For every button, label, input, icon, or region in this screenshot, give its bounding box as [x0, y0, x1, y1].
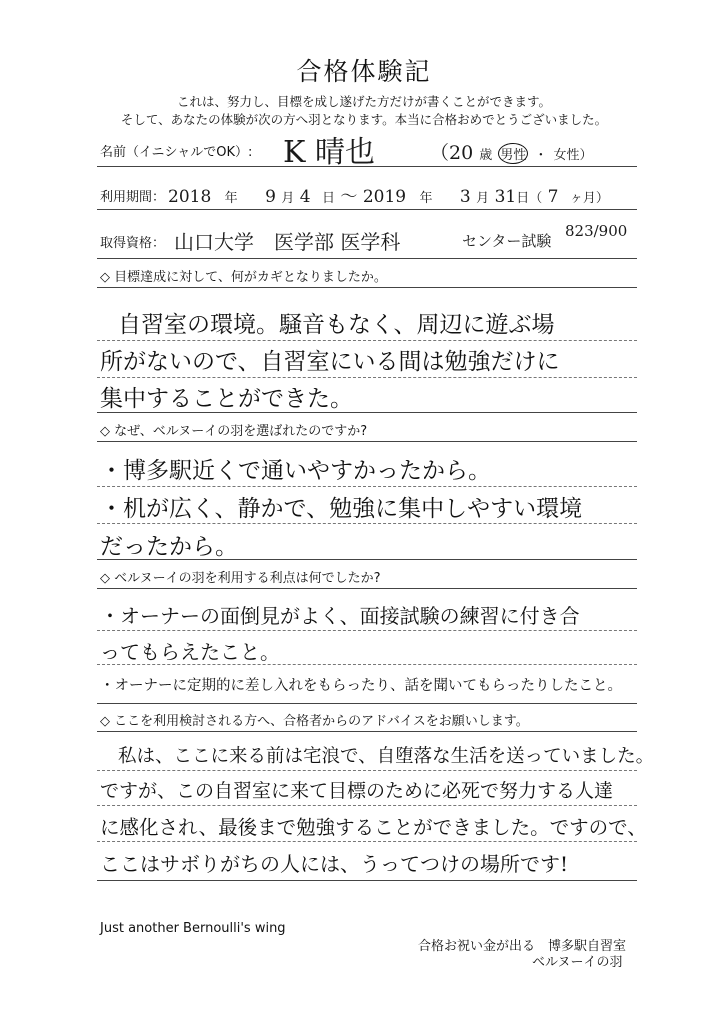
name-label: 名前（イニシャルでOK）: — [100, 145, 253, 160]
question-4: ◇ ここを利用検討される方へ、合格者からのアドバイスをお願いします。 — [100, 714, 529, 729]
answer-3-line-3: ・オーナーに定期的に差し入れをもらったり、話を聞いてもらったりしたこと。 — [100, 678, 622, 694]
gender-female: 女性） — [553, 148, 593, 163]
rule — [97, 731, 637, 732]
center-exam-label: センター試験 — [462, 232, 552, 250]
qual-label: 取得資格： — [100, 236, 166, 251]
rule-dashed — [97, 664, 637, 665]
rule — [97, 588, 637, 589]
rule-dashed — [97, 486, 637, 487]
intro-line-2: そして、あなたの体験が次の方へ羽となります。本当に合格おめでとうございました。 — [120, 112, 608, 127]
rule-dashed — [97, 630, 637, 631]
duration-unit: ヶ月） — [569, 191, 609, 206]
rule — [97, 559, 637, 560]
divider-qual — [97, 258, 637, 259]
age-open: （ — [430, 142, 450, 164]
answer-4-line-4: ここはサボりがちの人には、うってつけの場所です! — [100, 852, 569, 876]
answer-4-line-3: に感化され、最後まで勉強することができました。ですので、 — [100, 816, 647, 839]
footer-english: Just another Bernoulli's wing — [100, 921, 286, 936]
rule-dashed — [97, 523, 637, 524]
start-year: 2018 — [168, 187, 212, 207]
rule — [97, 412, 637, 413]
start-month: 9 — [265, 187, 276, 207]
gender-separator: ・ — [534, 148, 548, 163]
year-unit-2: 年 — [419, 191, 433, 206]
end-day: 31 — [494, 187, 517, 207]
footer-promo-line-2: ベルヌーイの羽 — [532, 955, 623, 970]
rule-dashed — [97, 377, 637, 378]
question-1: ◇ 目標達成に対して、何がカギとなりましたか。 — [100, 270, 387, 285]
answer-2-line-3: だったから。 — [100, 534, 238, 560]
answer-4-line-1: 私は、ここに来る前は宅浪で、自堕落な生活を送っていました。 — [118, 746, 655, 767]
rule — [97, 703, 637, 704]
answer-1-line-3: 集中することができた。 — [100, 386, 353, 412]
divider-period — [97, 209, 637, 210]
answer-3-line-1: ・オーナーの面倒見がよく、面接試験の練習に付き合 — [100, 604, 580, 628]
question-2: ◇ なぜ、ベルヌーイの羽を選ばれたのですか? — [100, 424, 368, 439]
answer-2-line-1: ・博多駅近くで通いやすかったから。 — [100, 458, 491, 484]
rule-dashed — [97, 770, 637, 771]
tilde: ～ — [340, 187, 358, 207]
day-open: 日（ — [516, 191, 543, 206]
month-unit: 月 — [281, 191, 295, 206]
day-unit: 日 — [321, 191, 335, 206]
answer-1-line-2: 所がないので、自習室にいる間は勉強だけに — [100, 349, 560, 375]
footer-promo-line-1: 合格お祝い金が出る 博多駅自習室 — [418, 939, 627, 954]
q1-top-rule — [97, 287, 637, 288]
answer-1-line-1: 自習室の環境。騒音もなく、周辺に遊ぶ場 — [118, 312, 555, 338]
period-value — [168, 182, 609, 207]
qual-value: 山口大学 医学部 医学科 — [174, 230, 401, 254]
age-value: 20 — [449, 142, 474, 164]
start-day: 4 — [299, 187, 311, 207]
rule — [97, 441, 637, 442]
gender-male-circled: 男性 — [498, 143, 528, 164]
duration-value: 7 — [547, 187, 559, 207]
rule-dashed — [97, 841, 637, 842]
intro-line-1: これは、努力し、目標を成し遂げた方だけが書くことができます。 — [176, 94, 551, 109]
period-label: 利用期間： — [100, 190, 166, 205]
rule — [97, 880, 637, 881]
age-group — [430, 138, 592, 165]
rule-dashed — [97, 340, 637, 341]
center-exam-score: 823/900 — [565, 222, 628, 240]
end-month: 3 — [459, 187, 471, 207]
answer-2-line-2: ・机が広く、静かで、勉強に集中しやすい環境 — [100, 496, 583, 522]
age-unit: 歳 — [479, 148, 493, 163]
name-value: K 晴也 — [283, 135, 375, 170]
year-unit: 年 — [224, 191, 238, 206]
end-year: 2019 — [362, 187, 407, 207]
month-unit-2: 月 — [476, 191, 490, 206]
rule-dashed — [97, 805, 637, 806]
divider-name — [97, 166, 637, 167]
document-title: 合格体験記 — [296, 57, 432, 86]
answer-4-line-2: ですが、この自習室に来て目標のために必死で努力する人達 — [100, 780, 614, 802]
answer-3-line-2: ってもらえたこと。 — [100, 640, 280, 664]
question-3: ◇ ベルヌーイの羽を利用する利点は何でしたか? — [100, 571, 381, 586]
